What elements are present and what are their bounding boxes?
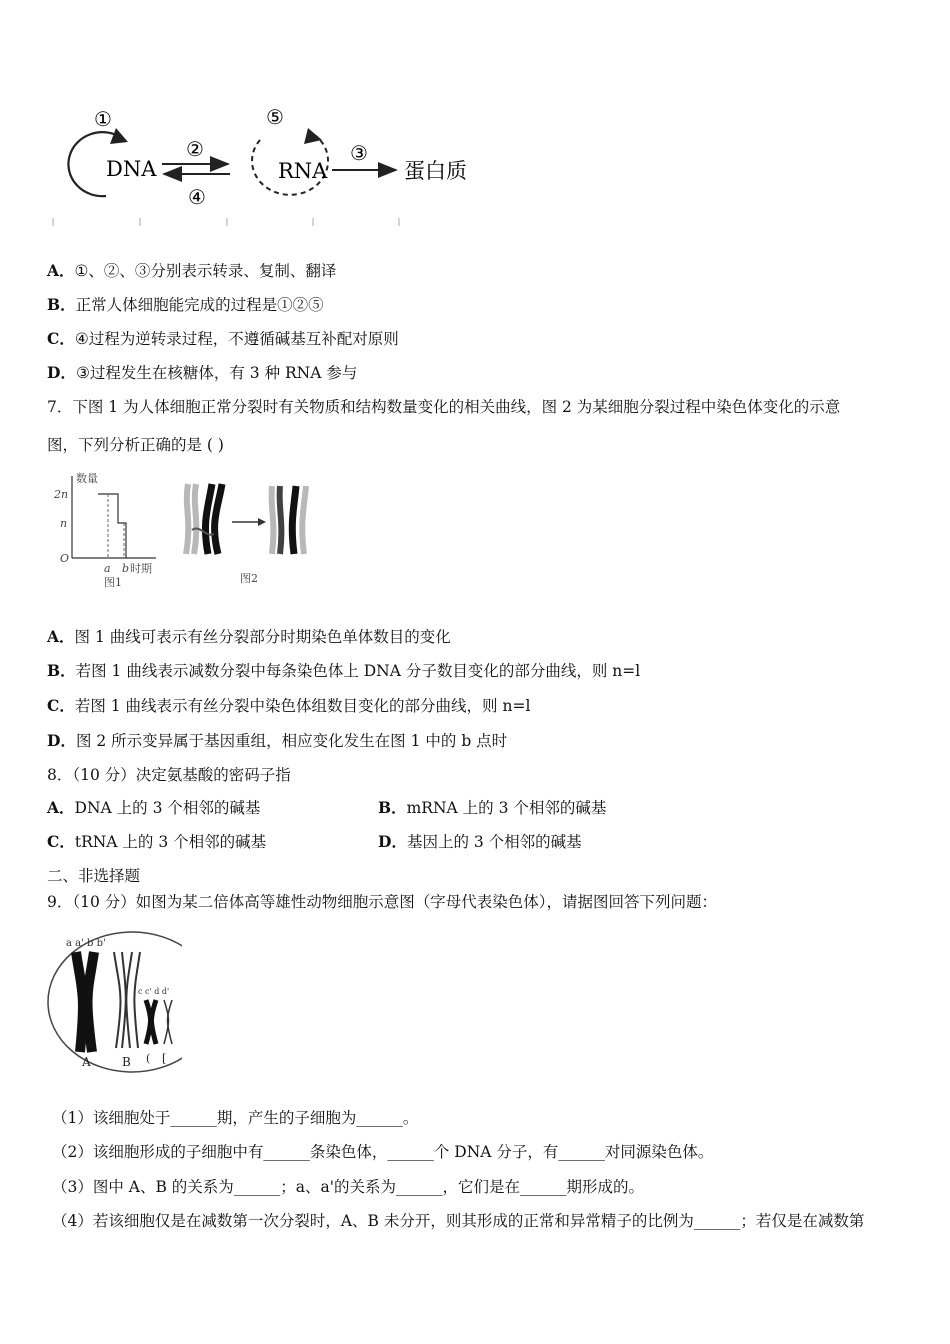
fig1-xa: a: [104, 562, 111, 575]
q9-cell-figure: [42, 922, 192, 1082]
fig1-ylabel: 数量: [76, 472, 98, 485]
q7-option-b: B．若图 1 曲线表示减数分裂中每条染色体上 DNA 分子数目变化的部分曲线，则 n=l: [47, 661, 641, 680]
q9-sub-2: （2）该细胞形成的子细胞中有______条染色体，______个 DNA 分子，有______对同源染色体。: [52, 1143, 714, 1161]
q9-stem: 9．（10 分）如图为某二倍体高等雄性动物细胞示意图（字母代表染色体），请据图回答下列问题：: [47, 893, 718, 911]
q7-option-a: A．图 1 曲线可表示有丝分裂部分时期染色单体数目的变化: [47, 627, 451, 646]
q8-option-d: D．基因上的 3 个相邻的碱基: [378, 832, 582, 851]
fig1-yn: n: [60, 517, 68, 530]
dna-label: DNA: [106, 157, 157, 181]
q6-option-a: A．①、②、③分别表示转录、复制、翻译: [47, 261, 337, 280]
q8-option-a: A．DNA 上的 3 个相邻的碱基: [47, 798, 261, 817]
cell-label-a: A: [82, 1055, 91, 1069]
fig1-xlabel: 时期: [130, 562, 152, 575]
q8-option-c: C．tRNA 上的 3 个相邻的碱基: [47, 832, 267, 851]
cell-label-c: (: [146, 1052, 151, 1065]
fig1-y2n: 2n: [54, 488, 69, 501]
cell-label-b: B: [122, 1055, 131, 1069]
q8-option-b: B．mRNA 上的 3 个相邻的碱基: [378, 798, 607, 817]
q7-stem-line1: 7．下图 1 为人体细胞正常分裂时有关物质和结构数量变化的相关曲线，图 2 为某细胞分裂过程中染色体变化的示意: [47, 398, 841, 416]
label-n4: ④: [188, 185, 206, 209]
q7-stem-line2: 图，下列分析正确的是 ( ): [47, 436, 224, 454]
protein-label: 蛋白质: [404, 159, 467, 183]
q6-option-c: C．④过程为逆转录过程，不遵循碱基互补配对原则: [47, 329, 399, 348]
q8-stem: 8．（10 分）决定氨基酸的密码子指: [47, 766, 291, 784]
q7-figure1: [52, 468, 167, 590]
fig2-caption: 图2: [240, 572, 258, 585]
section-title: 二、非选择题: [47, 867, 141, 885]
fig1-caption: 图1: [104, 576, 122, 589]
fig1-xb: b: [122, 562, 130, 575]
rna-label: RNA: [278, 159, 328, 183]
q9-sub-3: （3）图中 A、B 的关系为______；a、a'的关系为______，它们是在______期形成的。: [52, 1178, 645, 1196]
q6-option-b: B．正常人体细胞能完成的过程是①②⑤: [47, 295, 324, 314]
fig1-origin: O: [60, 552, 70, 565]
label-n3: ③: [350, 141, 368, 165]
cell-label-cd: c c' d d': [138, 987, 170, 996]
q9-sub-1: （1）该细胞处于______期，产生的子细胞为______。: [52, 1109, 419, 1127]
q7-option-d: D．图 2 所示变异属于基因重组，相应变化发生在图 1 中的 b 点时: [47, 731, 508, 750]
q7-option-c: C．若图 1 曲线表示有丝分裂中染色体组数目变化的部分曲线，则 n=l: [47, 696, 531, 715]
cell-label-top: a a' b b': [66, 938, 106, 949]
label-n2: ②: [186, 137, 204, 161]
central-dogma-figure: [50, 100, 490, 230]
q9-sub-4: （4）若该细胞仅是在减数第一次分裂时，A、B 未分开，则其形成的正常和异常精子的比例为______；若仅是在减数第: [52, 1212, 865, 1230]
label-n1: ①: [94, 107, 112, 131]
q7-figure2: [178, 478, 328, 590]
label-n5: ⑤: [266, 105, 284, 129]
cell-label-d: [: [162, 1052, 167, 1065]
q6-option-d: D．③过程发生在核糖体，有 3 种 RNA 参与: [47, 363, 358, 382]
